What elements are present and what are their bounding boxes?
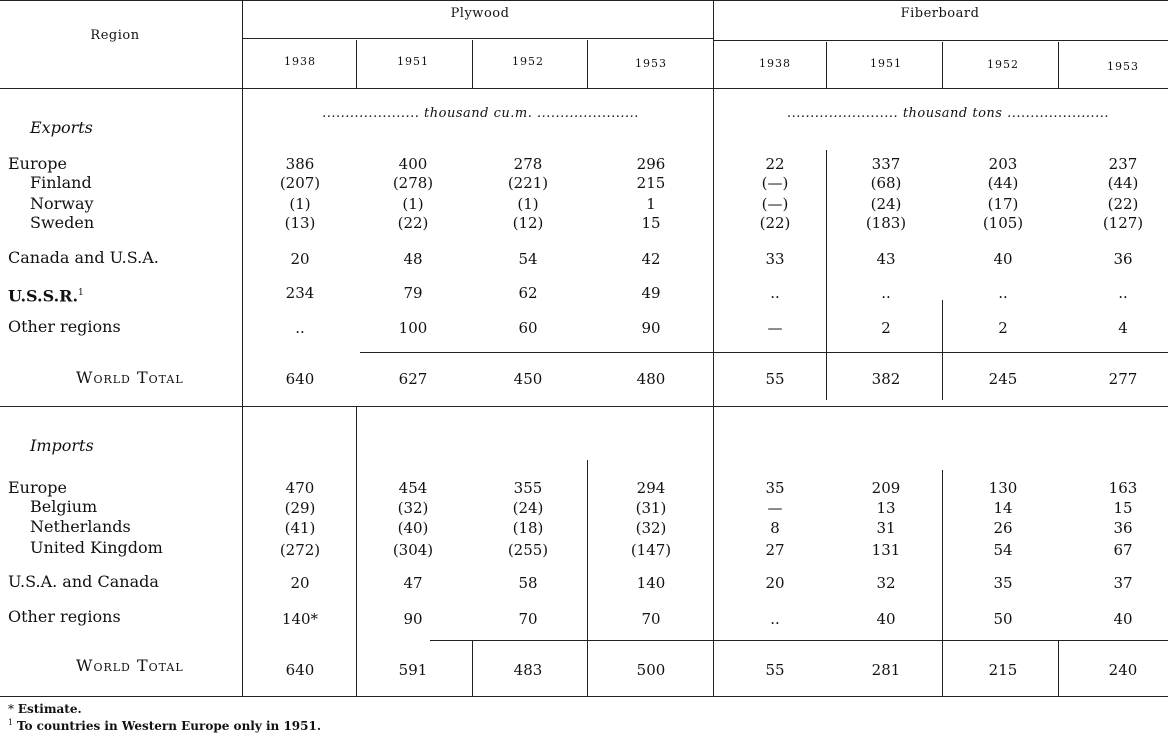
column-rule (942, 470, 943, 696)
table-cell: 50 (993, 610, 1013, 628)
table-cell: 58 (518, 574, 538, 592)
table-cell: 640 (285, 661, 315, 679)
table-cell: 15 (641, 214, 661, 232)
column-rule (1058, 42, 1059, 88)
column-rule (242, 0, 243, 696)
table-cell: 60 (518, 319, 538, 337)
table-cell: 400 (398, 155, 428, 173)
table-cell: 278 (513, 155, 543, 173)
table-cell: 130 (988, 479, 1018, 497)
table-cell: (278) (392, 174, 434, 192)
group-rule (243, 38, 713, 39)
table-cell: (24) (870, 195, 902, 213)
column-rule (356, 406, 357, 696)
group-rule (713, 40, 1168, 41)
table-cell: (40) (397, 519, 429, 537)
table-cell: 62 (518, 284, 538, 302)
table-cell: .. (881, 284, 891, 302)
table-cell: — (767, 499, 783, 517)
table-cell: 49 (641, 284, 661, 302)
table-cell: 67 (1113, 541, 1133, 559)
table-cell: 215 (988, 661, 1018, 679)
table-cell: 294 (636, 479, 666, 497)
table-cell: 70 (641, 610, 661, 628)
table-cell: (147) (630, 541, 672, 559)
table-cell: (255) (507, 541, 549, 559)
table-cell: 163 (1108, 479, 1138, 497)
table-cell: 281 (871, 661, 901, 679)
imports-title: Imports (30, 436, 94, 455)
table-cell: 15 (1113, 499, 1133, 517)
table-cell: .. (998, 284, 1008, 302)
table-cell: 55 (765, 661, 785, 679)
top-rule (0, 0, 1168, 1)
table-cell: 234 (285, 284, 315, 302)
table-cell: (183) (865, 214, 907, 232)
table-cell: 209 (871, 479, 901, 497)
section-divider-rule (0, 406, 1168, 407)
table-cell: 4 (1118, 319, 1128, 337)
table-cell: 382 (871, 370, 901, 388)
column-rule (472, 640, 473, 696)
table-cell: (272) (279, 541, 321, 559)
table-cell: 8 (770, 519, 780, 537)
exports-other-label: Other regions (8, 317, 121, 336)
table-cell: 245 (988, 370, 1018, 388)
table-cell: 240 (1108, 661, 1138, 679)
table-cell: (29) (284, 499, 316, 517)
table-cell: (—) (761, 174, 789, 192)
exports-finland-label: Finland (30, 173, 92, 192)
table-cell: 48 (403, 250, 423, 268)
table-cell: .. (1118, 284, 1128, 302)
exports-total-rule (360, 352, 1168, 353)
imports-total-label: World Total (76, 656, 184, 675)
table-cell: (22) (759, 214, 791, 232)
table-cell: .. (295, 319, 305, 337)
table-cell: 454 (398, 479, 428, 497)
table-cell: 54 (993, 541, 1013, 559)
table-cell: 470 (285, 479, 315, 497)
footnote: * Estimate. (8, 702, 82, 716)
table-cell: 40 (876, 610, 896, 628)
table-cell: 215 (636, 174, 666, 192)
table-cell: 90 (403, 610, 423, 628)
table-cell: 296 (636, 155, 666, 173)
table-cell: (22) (1107, 195, 1139, 213)
exports-title: Exports (30, 118, 93, 137)
fiberboard-header: Fiberboard (900, 6, 980, 21)
table-cell: 480 (636, 370, 666, 388)
table-cell: 277 (1108, 370, 1138, 388)
table-cell: 20 (290, 250, 310, 268)
table-cell: (17) (987, 195, 1019, 213)
table-cell: 591 (398, 661, 428, 679)
table-cell: 32 (876, 574, 896, 592)
table-cell: 20 (765, 574, 785, 592)
table-cell: 55 (765, 370, 785, 388)
table-cell: (127) (1102, 214, 1144, 232)
table-cell: 31 (876, 519, 896, 537)
table-cell: 640 (285, 370, 315, 388)
table-cell: 386 (285, 155, 315, 173)
table-cell: 203 (988, 155, 1018, 173)
table-cell: 43 (876, 250, 896, 268)
table-cell: 36 (1113, 250, 1133, 268)
table-cell: 1 (646, 195, 656, 213)
table-cell: 90 (641, 319, 661, 337)
table-cell: 131 (871, 541, 901, 559)
imports-europe-label: Europe (8, 478, 67, 497)
table-cell: 500 (636, 661, 666, 679)
year-header: 1938 (284, 55, 316, 68)
table-cell: 355 (513, 479, 543, 497)
table-cell: 450 (513, 370, 543, 388)
table-cell: (41) (284, 519, 316, 537)
table-cell: (32) (635, 519, 667, 537)
column-rule (472, 40, 473, 88)
column-rule (826, 42, 827, 88)
table-cell: (31) (635, 499, 667, 517)
column-rule (942, 300, 943, 400)
exports-canada-label: Canada and U.S.A. (8, 248, 159, 267)
table-cell: (1) (402, 195, 424, 213)
column-rule (587, 40, 588, 88)
footnote: $^1$ To countries in Western Europe only in 1951. (8, 718, 322, 733)
table-cell: 35 (993, 574, 1013, 592)
table-cell: 47 (403, 574, 423, 592)
table-cell: (18) (512, 519, 544, 537)
year-header: 1952 (987, 58, 1019, 71)
table-cell: (12) (512, 214, 544, 232)
table-cell: 33 (765, 250, 785, 268)
table-cell: 36 (1113, 519, 1133, 537)
year-header: 1951 (397, 55, 429, 68)
table-cell: 140 (636, 574, 666, 592)
table-cell: 79 (403, 284, 423, 302)
table-cell: (1) (289, 195, 311, 213)
imports-other-label: Other regions (8, 607, 121, 626)
year-header: 1951 (870, 57, 902, 70)
year-header: 1953 (1107, 60, 1139, 73)
exports-ussr-label: U.S.S.R.$^1$ (8, 286, 84, 306)
year-header: 1952 (512, 55, 544, 68)
table-cell: 483 (513, 661, 543, 679)
exports-total-label: World Total (76, 368, 184, 387)
column-rule (826, 150, 827, 400)
table-cell: 22 (765, 155, 785, 173)
table-cell: (13) (284, 214, 316, 232)
table-cell: 26 (993, 519, 1013, 537)
column-rule (1058, 640, 1059, 696)
table-cell: (207) (279, 174, 321, 192)
table-cell: 140* (281, 610, 319, 628)
table-cell: 337 (871, 155, 901, 173)
table-cell: (221) (507, 174, 549, 192)
table-cell: 40 (1113, 610, 1133, 628)
table-cell: 20 (290, 574, 310, 592)
table-cell: 627 (398, 370, 428, 388)
imports-belgium-label: Belgium (30, 497, 98, 516)
table-cell: (1) (517, 195, 539, 213)
table-cell: 100 (398, 319, 428, 337)
year-header: 1938 (759, 57, 791, 70)
fiberboard-unit: ........................ thousand tons ...................... (787, 106, 1109, 121)
table-cell: 2 (998, 319, 1008, 337)
table-cell: (24) (512, 499, 544, 517)
imports-usa-label: U.S.A. and Canada (8, 572, 159, 591)
table-cell: 70 (518, 610, 538, 628)
table-cell: (—) (761, 195, 789, 213)
table-cell: 237 (1108, 155, 1138, 173)
exports-norway-label: Norway (30, 194, 94, 213)
plywood-unit: ..................... thousand cu.m. ...................... (322, 106, 639, 121)
column-rule (356, 40, 357, 88)
table-cell: — (767, 319, 783, 337)
table-cell: 42 (641, 250, 661, 268)
table-cell: (105) (982, 214, 1024, 232)
region-header: Region (90, 28, 140, 43)
table-cell: (68) (870, 174, 902, 192)
table-cell: 40 (993, 250, 1013, 268)
table-cell: .. (770, 284, 780, 302)
column-rule (942, 42, 943, 88)
year-header: 1953 (635, 57, 667, 70)
column-rule (587, 460, 588, 696)
table-cell: .. (770, 610, 780, 628)
exports-europe-label: Europe (8, 154, 67, 173)
table-cell: 27 (765, 541, 785, 559)
column-rule (713, 0, 714, 696)
table-cell: 13 (876, 499, 896, 517)
table-cell: (22) (397, 214, 429, 232)
table-cell: (44) (987, 174, 1019, 192)
table-cell: 54 (518, 250, 538, 268)
plywood-header: Plywood (450, 6, 510, 21)
table-cell: (44) (1107, 174, 1139, 192)
imports-uk-label: United Kingdom (30, 538, 163, 557)
bottom-rule (0, 696, 1168, 697)
table-cell: 35 (765, 479, 785, 497)
exports-sweden-label: Sweden (30, 213, 95, 232)
imports-netherlands-label: Netherlands (30, 517, 131, 536)
table-cell: 2 (881, 319, 891, 337)
header-bottom-rule (0, 88, 1168, 89)
table-cell: (304) (392, 541, 434, 559)
table-cell: (32) (397, 499, 429, 517)
table-cell: 37 (1113, 574, 1133, 592)
table-cell: 14 (993, 499, 1013, 517)
